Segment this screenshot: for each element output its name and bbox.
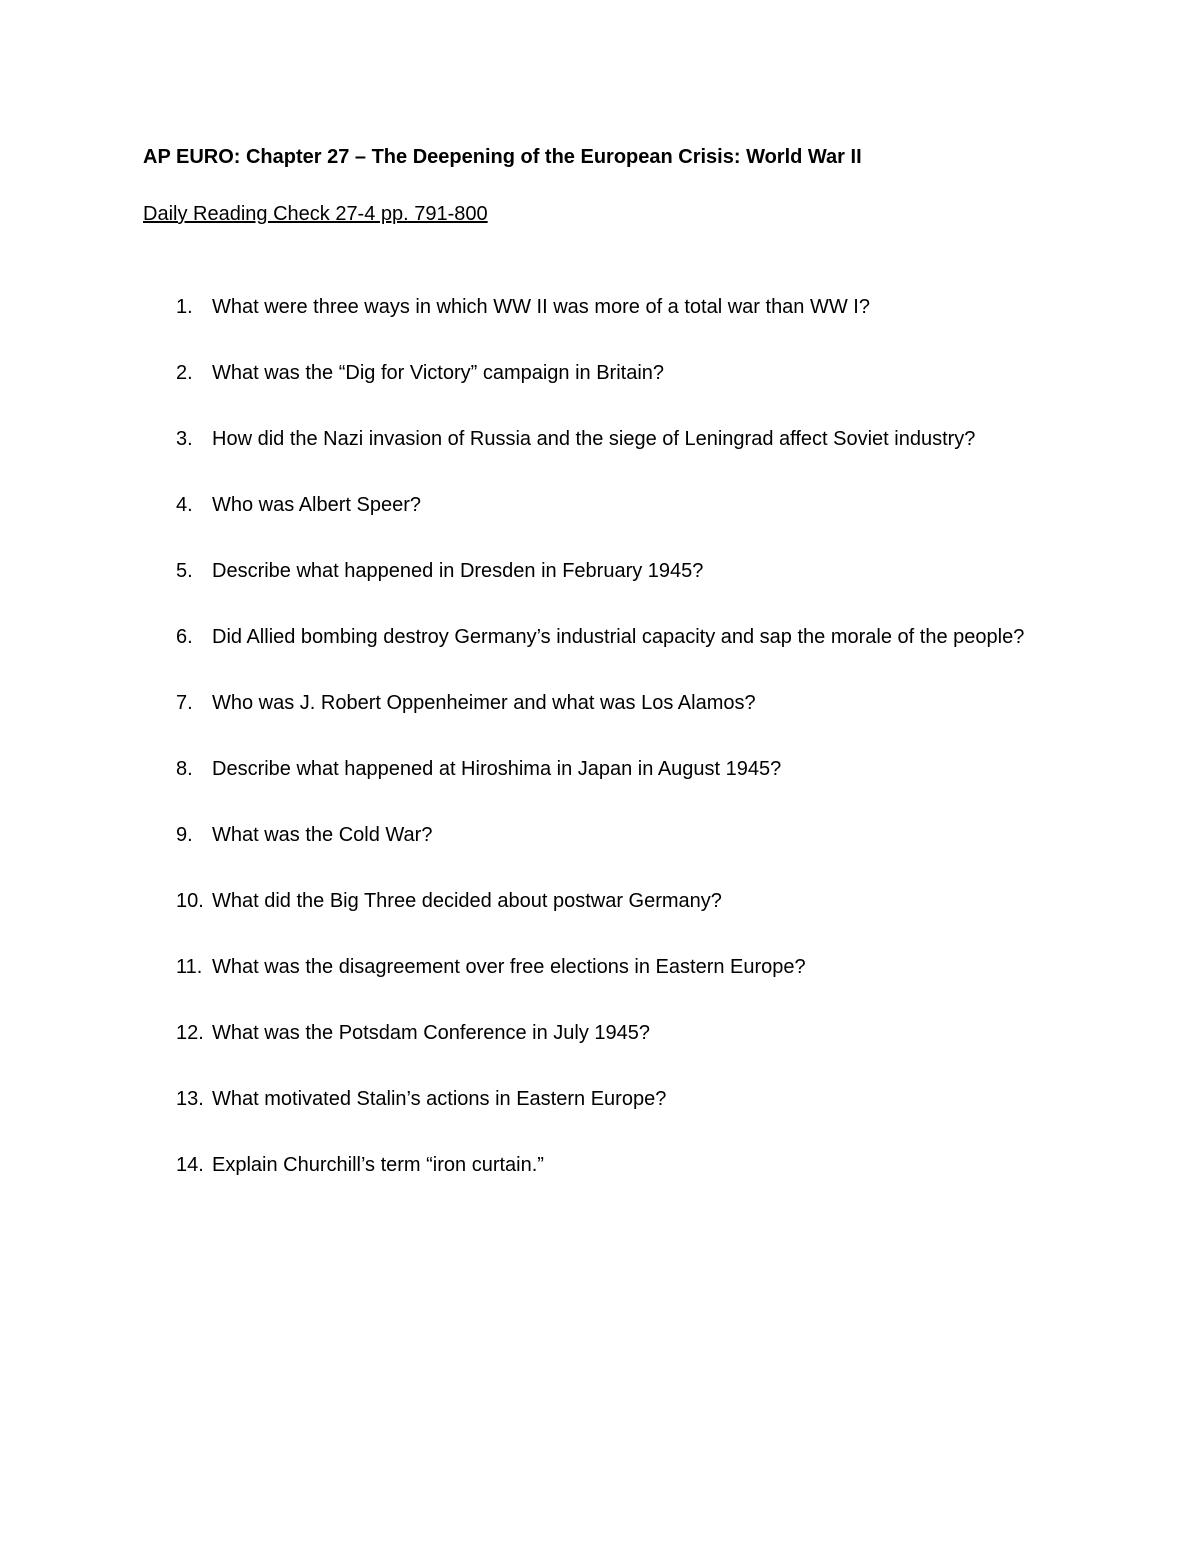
question-text: How did the Nazi invasion of Russia and the siege of Leningrad affect Soviet industry? bbox=[212, 428, 976, 450]
question-text: Describe what happened in Dresden in February 1945? bbox=[212, 560, 704, 582]
question-item bbox=[0, 953, 1200, 981]
question-number: 4. bbox=[176, 494, 193, 516]
question-item bbox=[0, 1151, 1200, 1179]
question-item bbox=[0, 1019, 1200, 1047]
question-text: What was the disagreement over free elections in Eastern Europe? bbox=[212, 956, 806, 978]
question-item bbox=[0, 623, 1200, 651]
question-list bbox=[0, 293, 1200, 1217]
question-number: 1. bbox=[176, 296, 193, 318]
question-text: What motivated Stalin’s actions in Eastern Europe? bbox=[212, 1088, 667, 1110]
question-number: 11. bbox=[176, 956, 203, 978]
question-item bbox=[0, 491, 1200, 519]
question-number: 9. bbox=[176, 824, 193, 846]
question-item bbox=[0, 821, 1200, 849]
document-title: AP EURO: Chapter 27 – The Deepening of the European Crisis: World War II bbox=[143, 146, 862, 168]
question-item bbox=[0, 359, 1200, 387]
question-text: Who was J. Robert Oppenheimer and what was Los Alamos? bbox=[212, 692, 756, 714]
question-number: 14. bbox=[176, 1154, 204, 1176]
question-text: What was the Cold War? bbox=[212, 824, 433, 846]
question-text: What was the “Dig for Victory” campaign in Britain? bbox=[212, 362, 665, 384]
question-number: 5. bbox=[176, 560, 193, 582]
question-item bbox=[0, 557, 1200, 585]
question-number: 13. bbox=[176, 1088, 204, 1110]
question-number: 3. bbox=[176, 428, 193, 450]
question-number: 6. bbox=[176, 626, 193, 648]
question-text: What did the Big Three decided about postwar Germany? bbox=[212, 890, 722, 912]
question-text: What was the Potsdam Conference in July 1945? bbox=[212, 1022, 651, 1044]
question-item bbox=[0, 425, 1200, 453]
question-item bbox=[0, 1085, 1200, 1113]
question-item bbox=[0, 293, 1200, 321]
question-number: 2. bbox=[176, 362, 193, 384]
question-item bbox=[0, 689, 1200, 717]
question-text: Did Allied bombing destroy Germany’s industrial capacity and sap the morale of the people? bbox=[212, 626, 1025, 648]
question-number: 8. bbox=[176, 758, 193, 780]
question-text: Who was Albert Speer? bbox=[212, 494, 421, 516]
document-subtitle: Daily Reading Check 27-4 pp. 791-800 bbox=[143, 203, 488, 225]
question-text: What were three ways in which WW II was more of a total war than WW I? bbox=[212, 296, 870, 318]
question-text: Explain Churchill’s term “iron curtain.” bbox=[212, 1154, 544, 1176]
question-number: 7. bbox=[176, 692, 193, 714]
question-item bbox=[0, 755, 1200, 783]
question-number: 12. bbox=[176, 1022, 204, 1044]
question-text: Describe what happened at Hiroshima in Japan in August 1945? bbox=[212, 758, 782, 780]
question-number: 10. bbox=[176, 890, 204, 912]
question-item bbox=[0, 887, 1200, 915]
